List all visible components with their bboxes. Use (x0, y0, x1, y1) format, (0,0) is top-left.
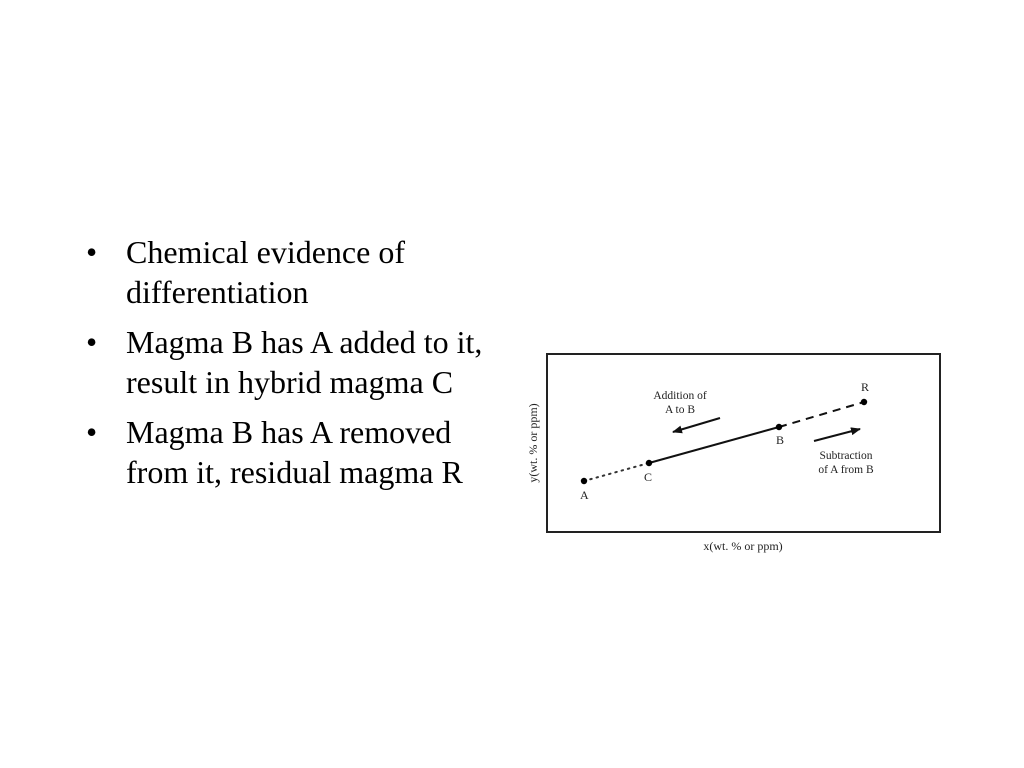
label-point-r: R (861, 380, 870, 394)
bullet-marker: • (86, 234, 98, 270)
diagram-svg (520, 340, 950, 565)
bullet-item-chemical-evidence (84, 232, 514, 312)
point-c (646, 460, 652, 466)
bullet-text: Chemical evidence of differentiation (126, 234, 405, 310)
bullet-text: Magma B has A added to it, result in hybrid magma C (126, 324, 483, 400)
addition-label-line2: A to B (664, 404, 696, 416)
point-r (861, 399, 867, 405)
label-point-a: A (580, 488, 589, 502)
label-point-c: C (644, 470, 653, 484)
addition-label-line1: Addition of (653, 390, 707, 402)
bullet-marker: • (86, 324, 98, 360)
y-axis-label: y(wt. % or ppm) (526, 403, 540, 483)
subtraction-label-line1: Subtraction (819, 450, 873, 462)
bullet-item-residual-magma (84, 412, 514, 492)
bullet-list (84, 232, 514, 502)
subtraction-label-line2: of A from B (818, 464, 874, 476)
point-a (581, 478, 587, 484)
point-b (776, 424, 782, 430)
plot-frame (547, 354, 940, 532)
magma-mixing-diagram (520, 340, 950, 565)
label-point-b: B (776, 433, 785, 447)
x-axis-label: x(wt. % or ppm) (703, 539, 783, 553)
bullet-item-hybrid-magma (84, 322, 514, 402)
bullet-text: Magma B has A removed from it, residual magma R (126, 414, 463, 490)
bullet-marker: • (86, 414, 98, 450)
